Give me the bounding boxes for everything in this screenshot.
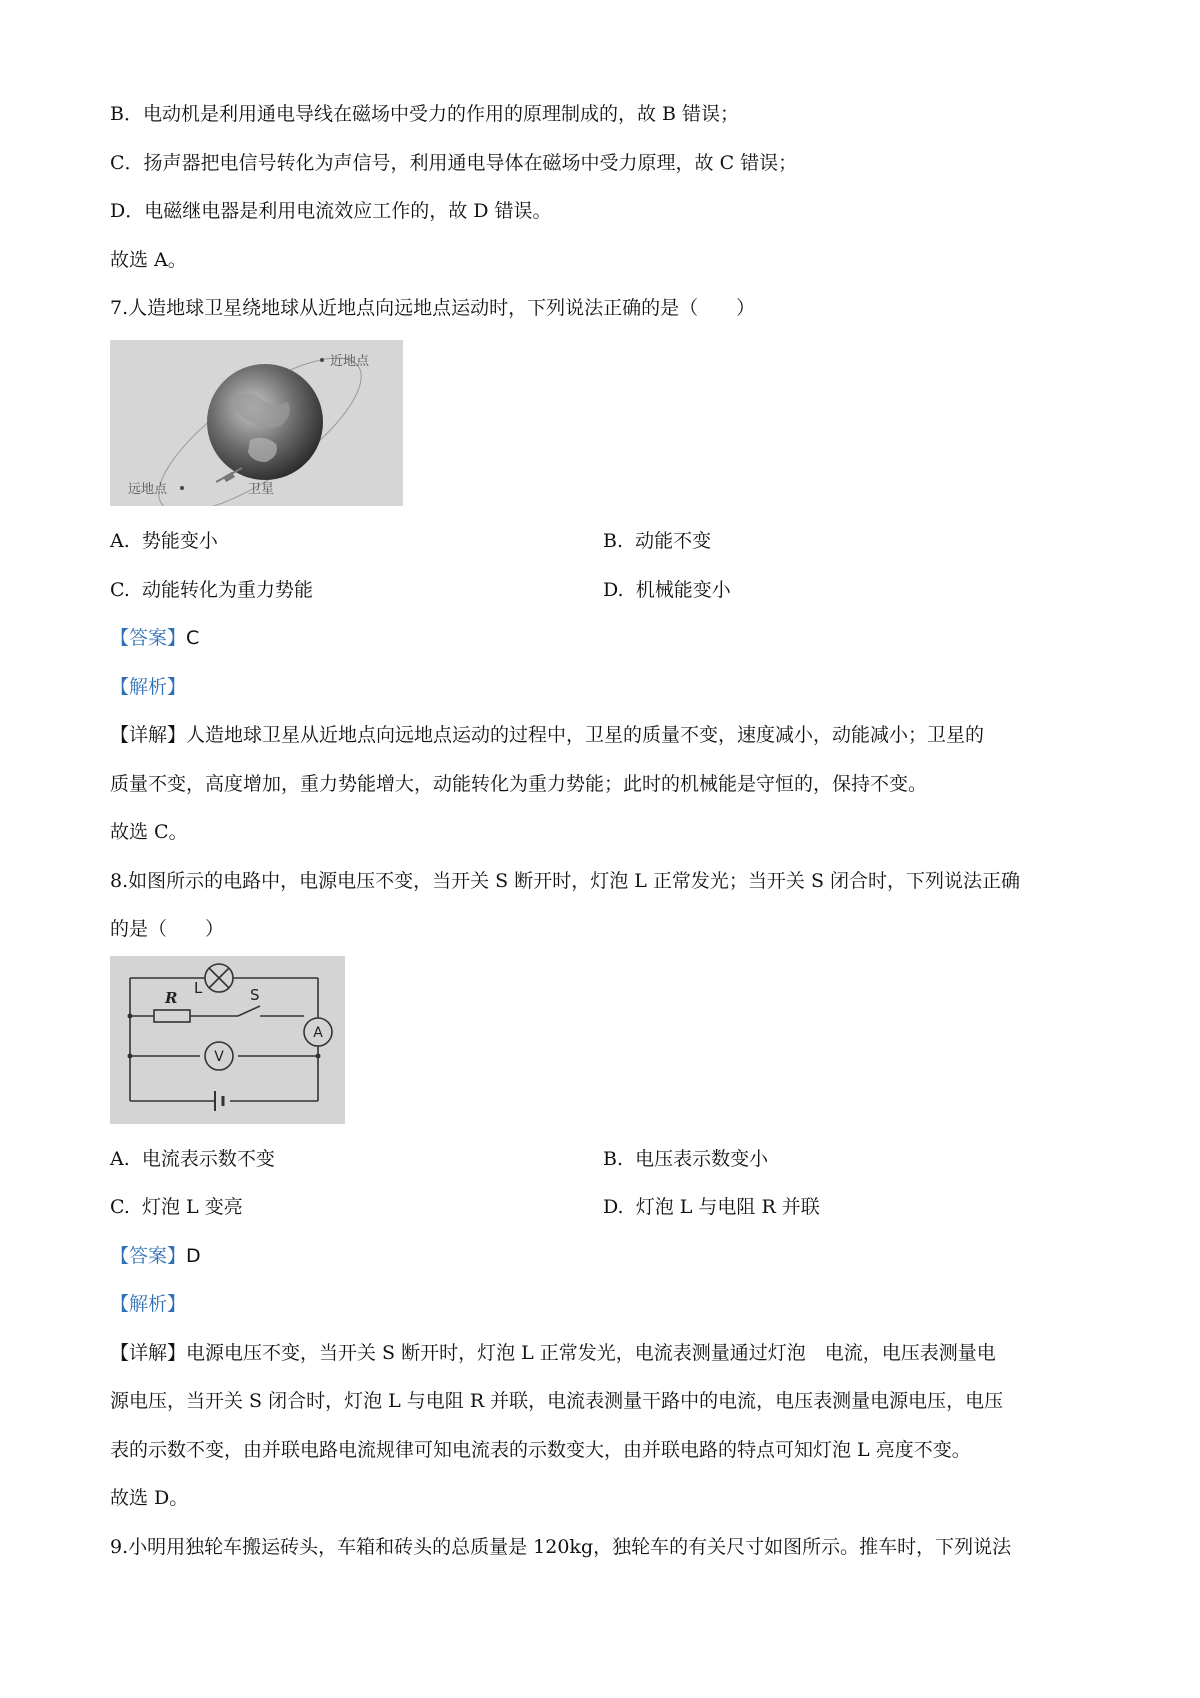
- q7-stem: 7.人造地球卫星绕地球从近地点向远地点运动时，下列说法正确的是（ ）: [110, 297, 756, 319]
- q7-choice: 故选 C。: [110, 821, 188, 843]
- lamp-symbol: [205, 964, 233, 992]
- q8-circuit-figure: [110, 956, 345, 1124]
- q8-stem-line1: 8.如图所示的电路中，电源电压不变，当开关 S 断开时，灯泡 L 正常发光；当开关 S 闭合时，下列说法正确: [110, 870, 1021, 892]
- switch-label: S: [250, 986, 260, 1004]
- q7-option-b: B. 动能不变: [603, 530, 712, 552]
- q7-detail-line2: 质量不变，高度增加，重力势能增大，动能转化为重力势能；此时的机械能是守恒的，保持不变。: [110, 773, 928, 795]
- q8-option-a: A. 电流表示数不变: [110, 1148, 275, 1170]
- q8-detail-line1: 【详解】电源电压不变，当开关 S 断开时，灯泡 L 正常发光，电流表测量通过灯泡 电流，电压表测量电: [110, 1342, 996, 1364]
- q7-detail-line1: 【详解】人造地球卫星从近地点向远地点运动的过程中，卫星的质量不变，速度减小，动能减小；卫星的: [110, 724, 985, 746]
- q9-stem: 9.小明用独轮车搬运砖头，车箱和砖头的总质量是 120kg，独轮车的有关尺寸如图所示。推车时，下列说法: [110, 1536, 1012, 1558]
- ammeter-label: A: [313, 1025, 323, 1041]
- q8-option-c: C. 灯泡 L 变亮: [110, 1196, 243, 1218]
- resistor-label: R: [165, 989, 178, 1007]
- prev-line-c: C．扬声器把电信号转化为声信号，利用通电导体在磁场中受力原理，故 C 错误；: [110, 152, 798, 174]
- q7-option-c: C. 动能转化为重力势能: [110, 579, 314, 601]
- prev-line-b: B．电动机是利用通电导线在磁场中受力的作用的原理制成的，故 B 错误；: [110, 103, 740, 125]
- label-far-point: 近地点: [330, 354, 370, 369]
- q8-stem-line2: 的是（ ）: [110, 918, 225, 940]
- q8-detail-line2: 源电压，当开关 S 闭合时，灯泡 L 与电阻 R 并联，电流表测量干路中的电流，电压表测量电源电压，电压: [110, 1390, 1004, 1412]
- q8-option-b: B. 电压表示数变小: [603, 1148, 769, 1170]
- q8-option-d: D. 灯泡 L 与电阻 R 并联: [603, 1196, 820, 1218]
- q7-option-a: A. 势能变小: [110, 530, 218, 552]
- q7-orbit-figure: [110, 340, 403, 506]
- label-near-point: 远地点: [128, 482, 168, 497]
- voltmeter-label: V: [214, 1049, 224, 1065]
- q8-answer: 【答案】D: [110, 1245, 201, 1267]
- q7-answer: 【答案】C: [110, 627, 200, 649]
- q8-choice: 故选 D。: [110, 1487, 189, 1509]
- lamp-label: L: [194, 979, 203, 997]
- q7-option-d: D. 机械能变小: [603, 579, 731, 601]
- prev-line-d: D．电磁继电器是利用电流效应工作的，故 D 错误。: [110, 200, 552, 222]
- prev-choice: 故选 A。: [110, 249, 187, 271]
- q7-analysis-tag: 【解析】: [110, 676, 187, 698]
- label-satellite: 卫星: [248, 482, 275, 497]
- q8-analysis-tag: 【解析】: [110, 1293, 187, 1315]
- q8-detail-line3: 表的示数不变，由并联电路电流规律可知电流表的示数变大，由并联电路的特点可知灯泡 L 亮度不变。: [110, 1439, 971, 1461]
